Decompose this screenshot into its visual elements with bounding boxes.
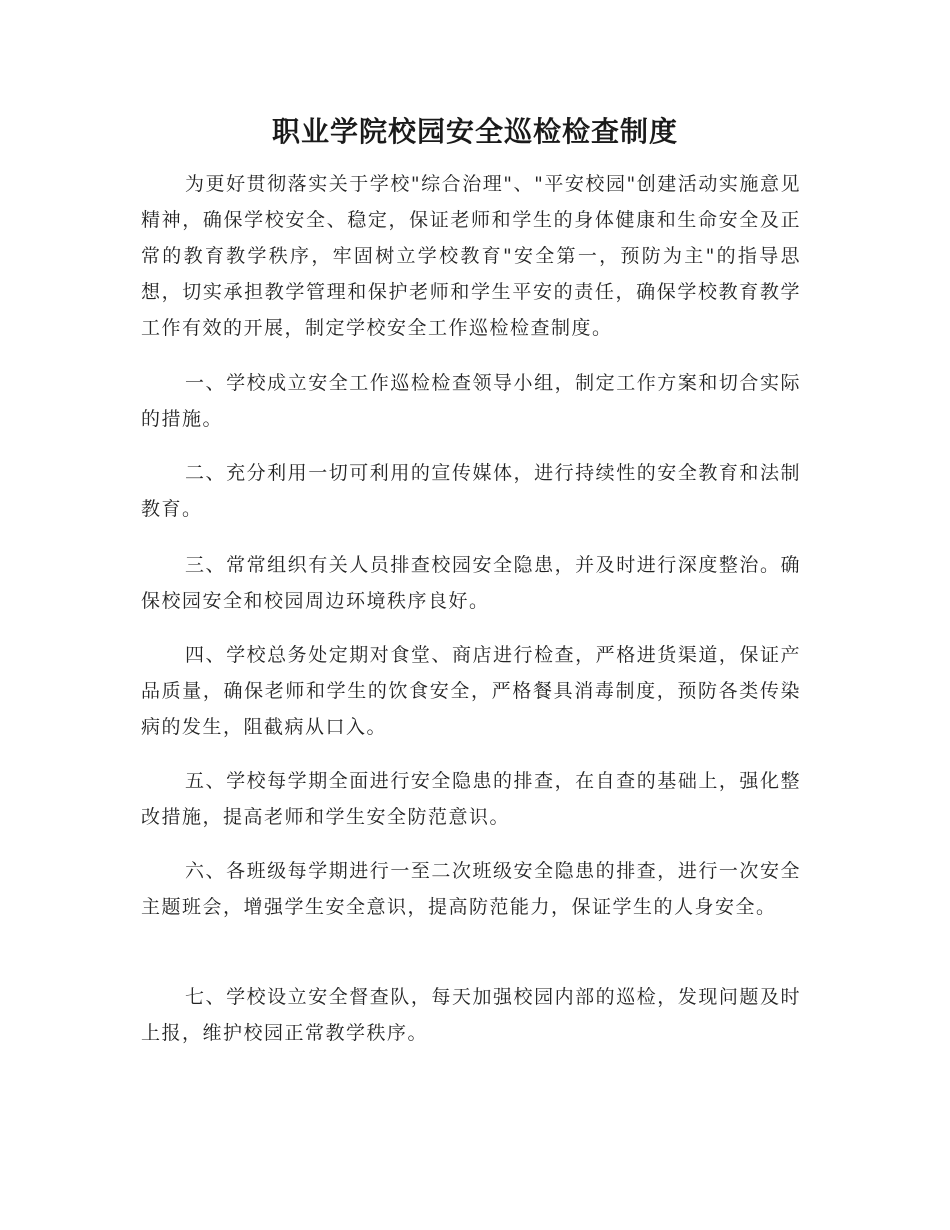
rule-item-1: 一、学校成立安全工作巡检检查领导小组，制定工作方案和切合实际的措施。 xyxy=(141,372,801,430)
intro-paragraph: 为更好贯彻落实关于学校"综合治理"、"平安校园"创建活动实施意见精神，确保学校安全、稳定，保证老师和学生的身体健康和生命安全及正常的教育教学秩序，牢固树立学校教育"安全第一，预防为主"的指导思想，切实承担教学管理和保护老师和学生平安的责任，确保学校教育教学工作有效的开展，制定学校安全工作巡检检查制度。 xyxy=(141,173,801,339)
rule-item-7: 七、学校设立安全督查队，每天加强校园内部的巡检，发现问题及时上报，维护校园正常教学秩序。 xyxy=(141,986,801,1044)
rule-item-6: 六、各班级每学期进行一至二次班级安全隐患的排查，进行一次安全主题班会，增强学生安全意识，提高防范能力，保证学生的人身安全。 xyxy=(141,860,801,918)
rule-item-5: 五、学校每学期全面进行安全隐患的排查，在自查的基础上，强化整改措施，提高老师和学生安全防范意识。 xyxy=(141,770,801,828)
rule-item-3: 三、常常组织有关人员排查校园安全隐患，并及时进行深度整治。确保校园安全和校园周边环境秩序良好。 xyxy=(141,554,801,612)
rule-item-2: 二、充分利用一切可利用的宣传媒体，进行持续性的安全教育和法制教育。 xyxy=(141,462,801,520)
rule-item-4: 四、学校总务处定期对食堂、商店进行检查，严格进货渠道，保证产品质量，确保老师和学生的饮食安全，严格餐具消毒制度，预防各类传染病的发生，阻截病从口入。 xyxy=(141,644,801,738)
document-title: 职业学院校园安全巡检检查制度 xyxy=(271,115,678,148)
